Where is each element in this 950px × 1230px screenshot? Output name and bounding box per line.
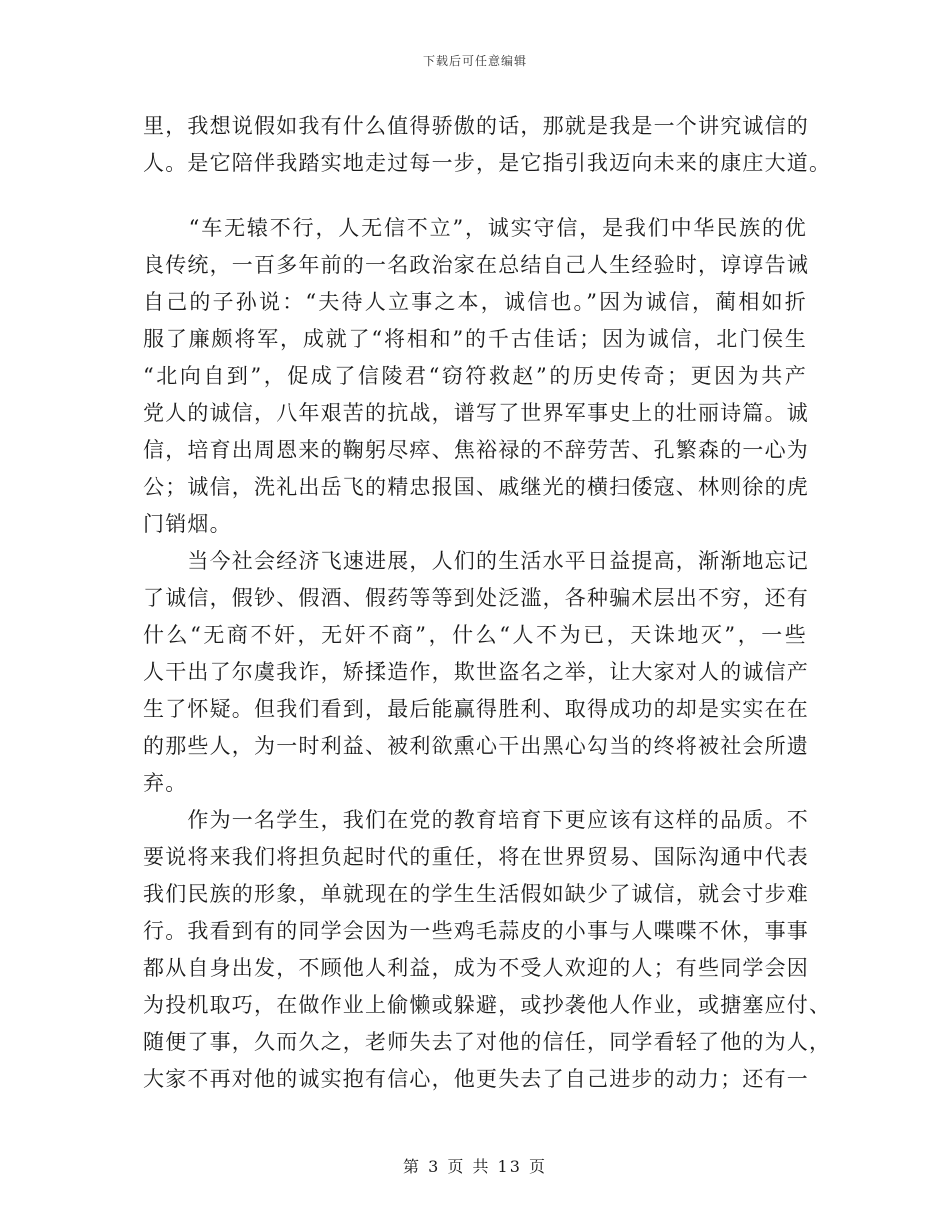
text-line: 门销烟。	[143, 512, 232, 536]
text-line: 服了廉颇将军，成就了“将相和”的千古佳话；因为诚信，北门侯生	[143, 327, 807, 351]
text-line: 公；诚信，洗礼出岳飞的精忠报国、戚继光的横扫倭寇、林则徐的虎	[143, 475, 809, 499]
text-line: 自己的子孙说：“夫待人立事之本，诚信也。”因为诚信，蔺相如折	[143, 290, 807, 314]
text-line: 行。我看到有的同学会因为一些鸡毛蒜皮的小事与人喋喋不休，事事	[143, 919, 809, 943]
text-line: 作为一名学生，我们在党的教育培育下更应该有这样的品质。不	[143, 808, 809, 832]
text-line: 为投机取巧，在做作业上偷懒或躲避，或抄袭他人作业，或搪塞应付、	[143, 993, 832, 1017]
paragraph-gap	[143, 182, 807, 210]
text-line: 什么“无商不奸，无奸不商”，什么“人不为已，天诛地灭”，一些	[143, 623, 807, 647]
paragraph-1	[143, 108, 832, 182]
text-line: 人干出了尔虞我诈，矫揉造作，欺世盗名之举，让大家对人的诚信产	[143, 660, 809, 684]
text-line: 党人的诚信，八年艰苦的抗战，谱写了世界军事史上的壮丽诗篇。诚	[143, 401, 809, 425]
text-line: 当今社会经济飞速进展，人们的生活水平日益提高，渐渐地忘记	[143, 549, 809, 573]
text-line: 良传统，一百多年前的一名政治家在总结自己人生经验时，谆谆告诫	[143, 253, 809, 277]
text-line: “车无辕不行，人无信不立”，诚实守信，是我们中华民族的优	[143, 216, 807, 240]
text-line: 要说将来我们将担负起时代的重任，将在世界贸易、国际沟通中代表	[143, 845, 809, 869]
text-line: 里，我想说假如我有什么值得骄傲的话，那就是我是一个讲究诚信的	[143, 114, 809, 138]
text-line: 生了怀疑。但我们看到，最后能赢得胜利、取得成功的却是实实在在	[143, 697, 809, 721]
text-line: 大家不再对他的诚实抱有信心，他更失去了自己进步的动力；还有一	[143, 1067, 809, 1091]
text-line: 人。是它陪伴我踏实地走过每一步，是它指引我迈向未来的康庄大道。	[143, 151, 832, 175]
text-line: 我们民族的形象，单就现在的学生生活假如缺少了诚信，就会寸步难	[143, 882, 809, 906]
page-footer: 第 3 页 共 13 页	[403, 1157, 547, 1176]
document-body	[143, 108, 832, 1098]
paragraph-2	[143, 210, 807, 543]
text-line: 的那些人，为一时利益、被利欲熏心干出黑心勾当的终将被社会所遗	[143, 734, 809, 758]
text-line: 弃。	[143, 771, 188, 795]
paragraph-4	[143, 802, 832, 1098]
text-line: “北向自到”，促成了信陵君“窃符救赵”的历史传奇；更因为共产	[143, 364, 807, 388]
text-line: 了诚信，假钞、假酒、假药等等到处泛滥，各种骗术层出不穷，还有	[143, 586, 809, 610]
page-header: 下载后可任意编辑	[422, 54, 527, 68]
text-line: 随便了事，久而久之，老师失去了对他的信任，同学看轻了他的为人，	[143, 1030, 832, 1054]
text-line: 信，培育出周恩来的鞠躬尽瘁、焦裕禄的不辞劳苦、孔繁森的一心为	[143, 438, 809, 462]
text-line: 都从自身出发，不顾他人利益，成为不受人欢迎的人；有些同学会因	[143, 956, 809, 980]
paragraph-3	[143, 543, 807, 802]
